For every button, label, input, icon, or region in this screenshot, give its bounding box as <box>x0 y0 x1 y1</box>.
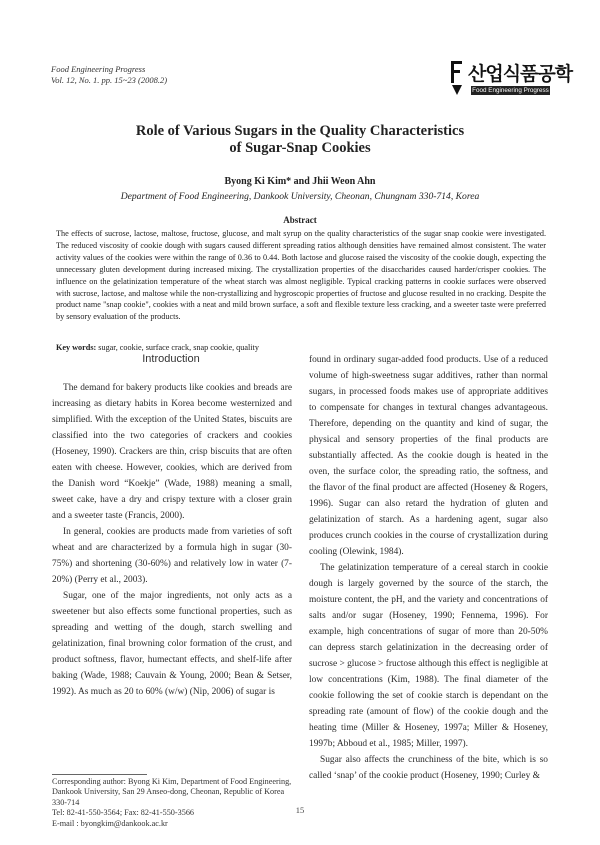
affiliation: Department of Food Engineering, Dankook University, Cheonan, Chungnam 330-714, Korea <box>120 191 480 202</box>
logo-mark-icon <box>450 61 464 95</box>
abstract-text: The effects of sucrose, lactose, maltose, fructose, glucose, and malt syrup on the quality characteristics of the sugar snap cookie were investigated. The reduced viscosity of cookie dough with sugars caused different spreading ratios although densities have remained almost consistent. The water activity values of the cookies were within the range of 0.36 to 0.44. Both lactose and glucose raised the viscosity of the cookie dough, expecting the unnecessary gluten development during increased mixing. The crystallization properties of the disaccharides caused harder/crisper cookies. The influence on the gelatinization temperature of the wheat starch was almost negligible. Typical cracking patterns in cookie surfaces were observed with sucrose, lactose, and maltose while the non-crystallizing and hygroscopic properties of fructose and glucose resulted in no cracking. Despite the product name "snap cookie", cookies with a neat and mild brown surface, a soft and flexible texture less cracking, and a sweeter taste were preferred by sensory evaluation of the products. <box>56 229 546 322</box>
keywords-label: Key words: <box>56 343 97 352</box>
journal-header <box>51 64 167 86</box>
keywords-text: sugar, cookie, surface crack, snap cookie, quality <box>96 343 259 352</box>
section-heading-introduction: Introduction <box>142 353 200 365</box>
paper-title <box>0 123 600 157</box>
footnote-line: Corresponding author: Byong Ki Kim, Department of Food Engineering, Dankook University, San 29 Anseo-dong, Cheonan, Republic of Korea 330-714 <box>52 777 292 807</box>
title-line-2: of Sugar-Snap Cookies <box>229 140 371 156</box>
logo-korean-text: 산업식품공학 <box>468 63 573 85</box>
footnote-line: Tel: 82-41-550-3564; Fax: 82-41-550-3566 <box>52 808 195 818</box>
authors: Byong Ki Kim* and Jhii Weon Ahn <box>224 176 376 187</box>
right-column <box>309 352 548 784</box>
body-paragraph: Sugar, one of the major ingredients, not only acts as a sweetener but also effects some functional properties, such as spreading and wetting of the dough, starch swelling and gelatinization, final browning color formation of the crust, and product softness, flavor, humectant effects, and shelf-life after baking (Wade, 1988; Cauvain & Young, 2000; Bean & Setser, 1992). As much as 20 to 60% (w/w) (Nip, 2006) of sugar is <box>52 591 292 697</box>
left-column <box>52 380 292 700</box>
abstract-heading: Abstract <box>283 215 317 225</box>
body-paragraph: Sugar also affects the crunchiness of the bite, which is so called ‘snap’ of the cookie product (Hoseney, 1990; Curley & <box>309 755 548 781</box>
footnote <box>52 777 292 829</box>
logo-subtext: Food Engineering Progress <box>472 87 549 94</box>
body-paragraph: The gelatinization temperature of a cereal starch in cookie dough is largely governed by the source of the starch, the moisture content, the pH, and the variety and concentrations of salts and/or sugar (Hoseney, 1990; Fennema, 1996). For example, high concentrations of sugar of more than 20-50% can depress starch gelatinization in the decreasing order of sucrose > glucose > fructose although this effect is negligible at low concentrations (Kim, 1988). The final diameter of the cookie following the set of cookie starch is dependant on the spreading rate (amount of flow) of the cookie dough and the heating time (Miller & Hoseney, 1997a; Miller & Hoseney, 1997b; Abboud et al., 1985; Miller, 1997). <box>309 563 548 749</box>
body-paragraph: found in ordinary sugar-added food products. Use of a reduced volume of high-sweetness sugar additives, rather than normal sugars, in processed foods makes use of appropriate additives to compensate for changes in textural changes advantageous. Therefore, depending on the quantity and kind of sugar, the physical and sensory properties of the final products are substantially affected. As the cookie dough is heated in the oven, the surface color, the spreading ratio, the softness, and the flavor of the final product are affected (Hoseney & Rogers, 1996). Sugar can also retard the hydration of gluten and gelatinization of starch. As a hardening agent, sugar also produces crunch cookies in the course of crystallization during cooling (Olewink, 1984). <box>309 355 548 557</box>
title-line-1: Role of Various Sugars in the Quality Characteristics <box>135 123 465 139</box>
body-paragraph: In general, cookies are products made from varieties of soft wheat and are characterized by a formula high in sugar (30-75%) and shortening (30-60%) and relatively low in water (7-20%) (Perry et al., 2003). <box>52 527 292 585</box>
journal-name: Food Engineering Progress <box>51 64 146 74</box>
page-number: 15 <box>295 805 305 815</box>
volume-info: Vol. 12, No. 1. pp. 15~23 (2008.2) <box>51 75 168 85</box>
body-paragraph: The demand for bakery products like cookies and breads are increasing as dietary habits in Korea become westernized and simplified. With the exception of the United States, biscuits are classified into the two categories of crackers and cookies (Hoseney, 1990). Crackers are thin, crisp biscuits that are often eaten with cheese. However, cookies, which are derived from the Danish word “Koekje” (Wade, 1988) meaning a small, sweet cake, have a dry and crispy texture with a closer grain and a sweeter taste (Francis, 2000). <box>52 383 292 521</box>
journal-logo <box>450 59 573 99</box>
footnote-divider <box>52 774 147 775</box>
footnote-line: E-mail : byongkim@dankook.ac.kr <box>52 818 168 828</box>
